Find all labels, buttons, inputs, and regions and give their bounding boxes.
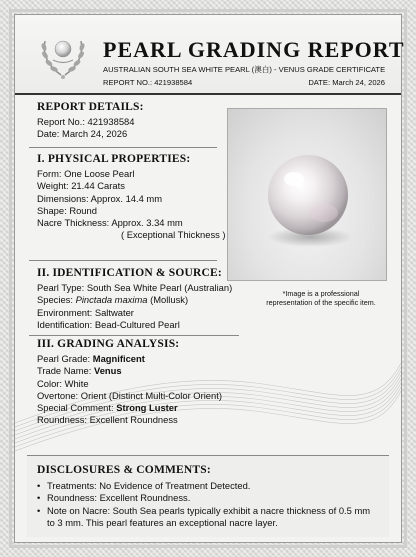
pearl-image: [228, 109, 387, 281]
grade-label: Pearl Grade:: [37, 353, 93, 364]
identification-heading: II. IDENTIFICATION & SOURCE:: [37, 267, 222, 279]
section-divider: [29, 335, 239, 336]
physical-heading: I. PHYSICAL PROPERTIES:: [37, 153, 191, 165]
id-identification: Identification: Bead-Cultured Pearl: [37, 318, 180, 330]
species-name: Pinctada maxima: [75, 294, 148, 306]
physical-shape: Shape: Round: [37, 204, 97, 216]
disclosure-roundness: • Roundness: Excellent Roundness.: [37, 492, 370, 504]
disclosure-treatments: • Treatments: No Evidence of Treatment Detected.: [37, 480, 370, 492]
physical-dimensions: Dimensions: Approx. 14.4 mm: [37, 192, 163, 204]
disclosures-section: [27, 455, 389, 537]
section-divider: [29, 147, 217, 148]
physical-weight: Weight: 21.44 Carats: [37, 180, 125, 192]
species-label: Species:: [37, 294, 76, 306]
special-line: [37, 402, 222, 414]
pearl-laurel-icon: [33, 27, 93, 87]
disclosure-nacre-cont: to 3 mm. This pearl features an exceptional nacre layer.: [47, 516, 278, 528]
physical-nacre-note: ( Exceptional Thickness ): [121, 229, 226, 241]
physical-form: Form: One Loose Pearl: [37, 168, 135, 179]
section-divider: [29, 260, 217, 261]
report-details-section: [37, 101, 144, 141]
special-label: Special Comment:: [37, 402, 117, 414]
report-title: PEARL GRADING REPORT: [103, 37, 405, 62]
id-pearl-type: Pearl Type: South Sea White Pearl (Australian): [37, 282, 233, 293]
header-report-number: REPORT NO.: 421938584: [103, 78, 193, 87]
grading-heading: III. GRADING ANALYSIS:: [37, 338, 180, 350]
grade-roundness: Roundness: Excellent Roundness: [37, 414, 178, 426]
trade-label: Trade Name:: [37, 365, 94, 377]
id-species: [37, 294, 232, 306]
grade-overtone: Overtone: Orient (Distinct Multi-Color Orient): [37, 389, 222, 401]
disclosure-nacre: • Note on Nacre: South Sea pearls typically exhibit a nacre thickness of 0.5 mm: [37, 505, 370, 517]
grading-section: [37, 338, 222, 427]
identification-section: [37, 267, 232, 331]
header-date: DATE: March 24, 2026: [308, 78, 385, 87]
special-value: Strong Luster: [116, 402, 178, 414]
report-header: [15, 15, 405, 95]
id-environment: Environment: Saltwater: [37, 306, 134, 318]
trade-value: Venus: [93, 365, 122, 377]
detail-report-number: Report No.: 421938584: [37, 116, 135, 127]
grade-color: Color: White: [37, 377, 89, 389]
report-subtitle: AUSTRALIAN SOUTH SEA WHITE PEARL (澳白) - VENUS GRADE CERTIFICATE: [103, 65, 386, 74]
species-suffix: (Mollusk): [147, 294, 189, 306]
grade-line: [37, 353, 222, 365]
trade-line: [37, 365, 222, 377]
detail-date: Date: March 24, 2026: [37, 128, 128, 140]
grade-value: Magnificent: [92, 353, 145, 364]
photo-disclaimer: *Image is a professional representation of the specific item.: [266, 289, 376, 307]
disclosures-content: [37, 464, 370, 529]
pearl-photo: [227, 108, 387, 281]
disclosures-heading: DISCLOSURES & COMMENTS:: [37, 464, 211, 476]
physical-nacre: Nacre Thickness: Approx. 3.34 mm: [37, 217, 183, 229]
certificate-sheet: [14, 14, 405, 543]
physical-properties-section: [37, 153, 226, 242]
report-details-heading: REPORT DETAILS:: [37, 101, 144, 113]
